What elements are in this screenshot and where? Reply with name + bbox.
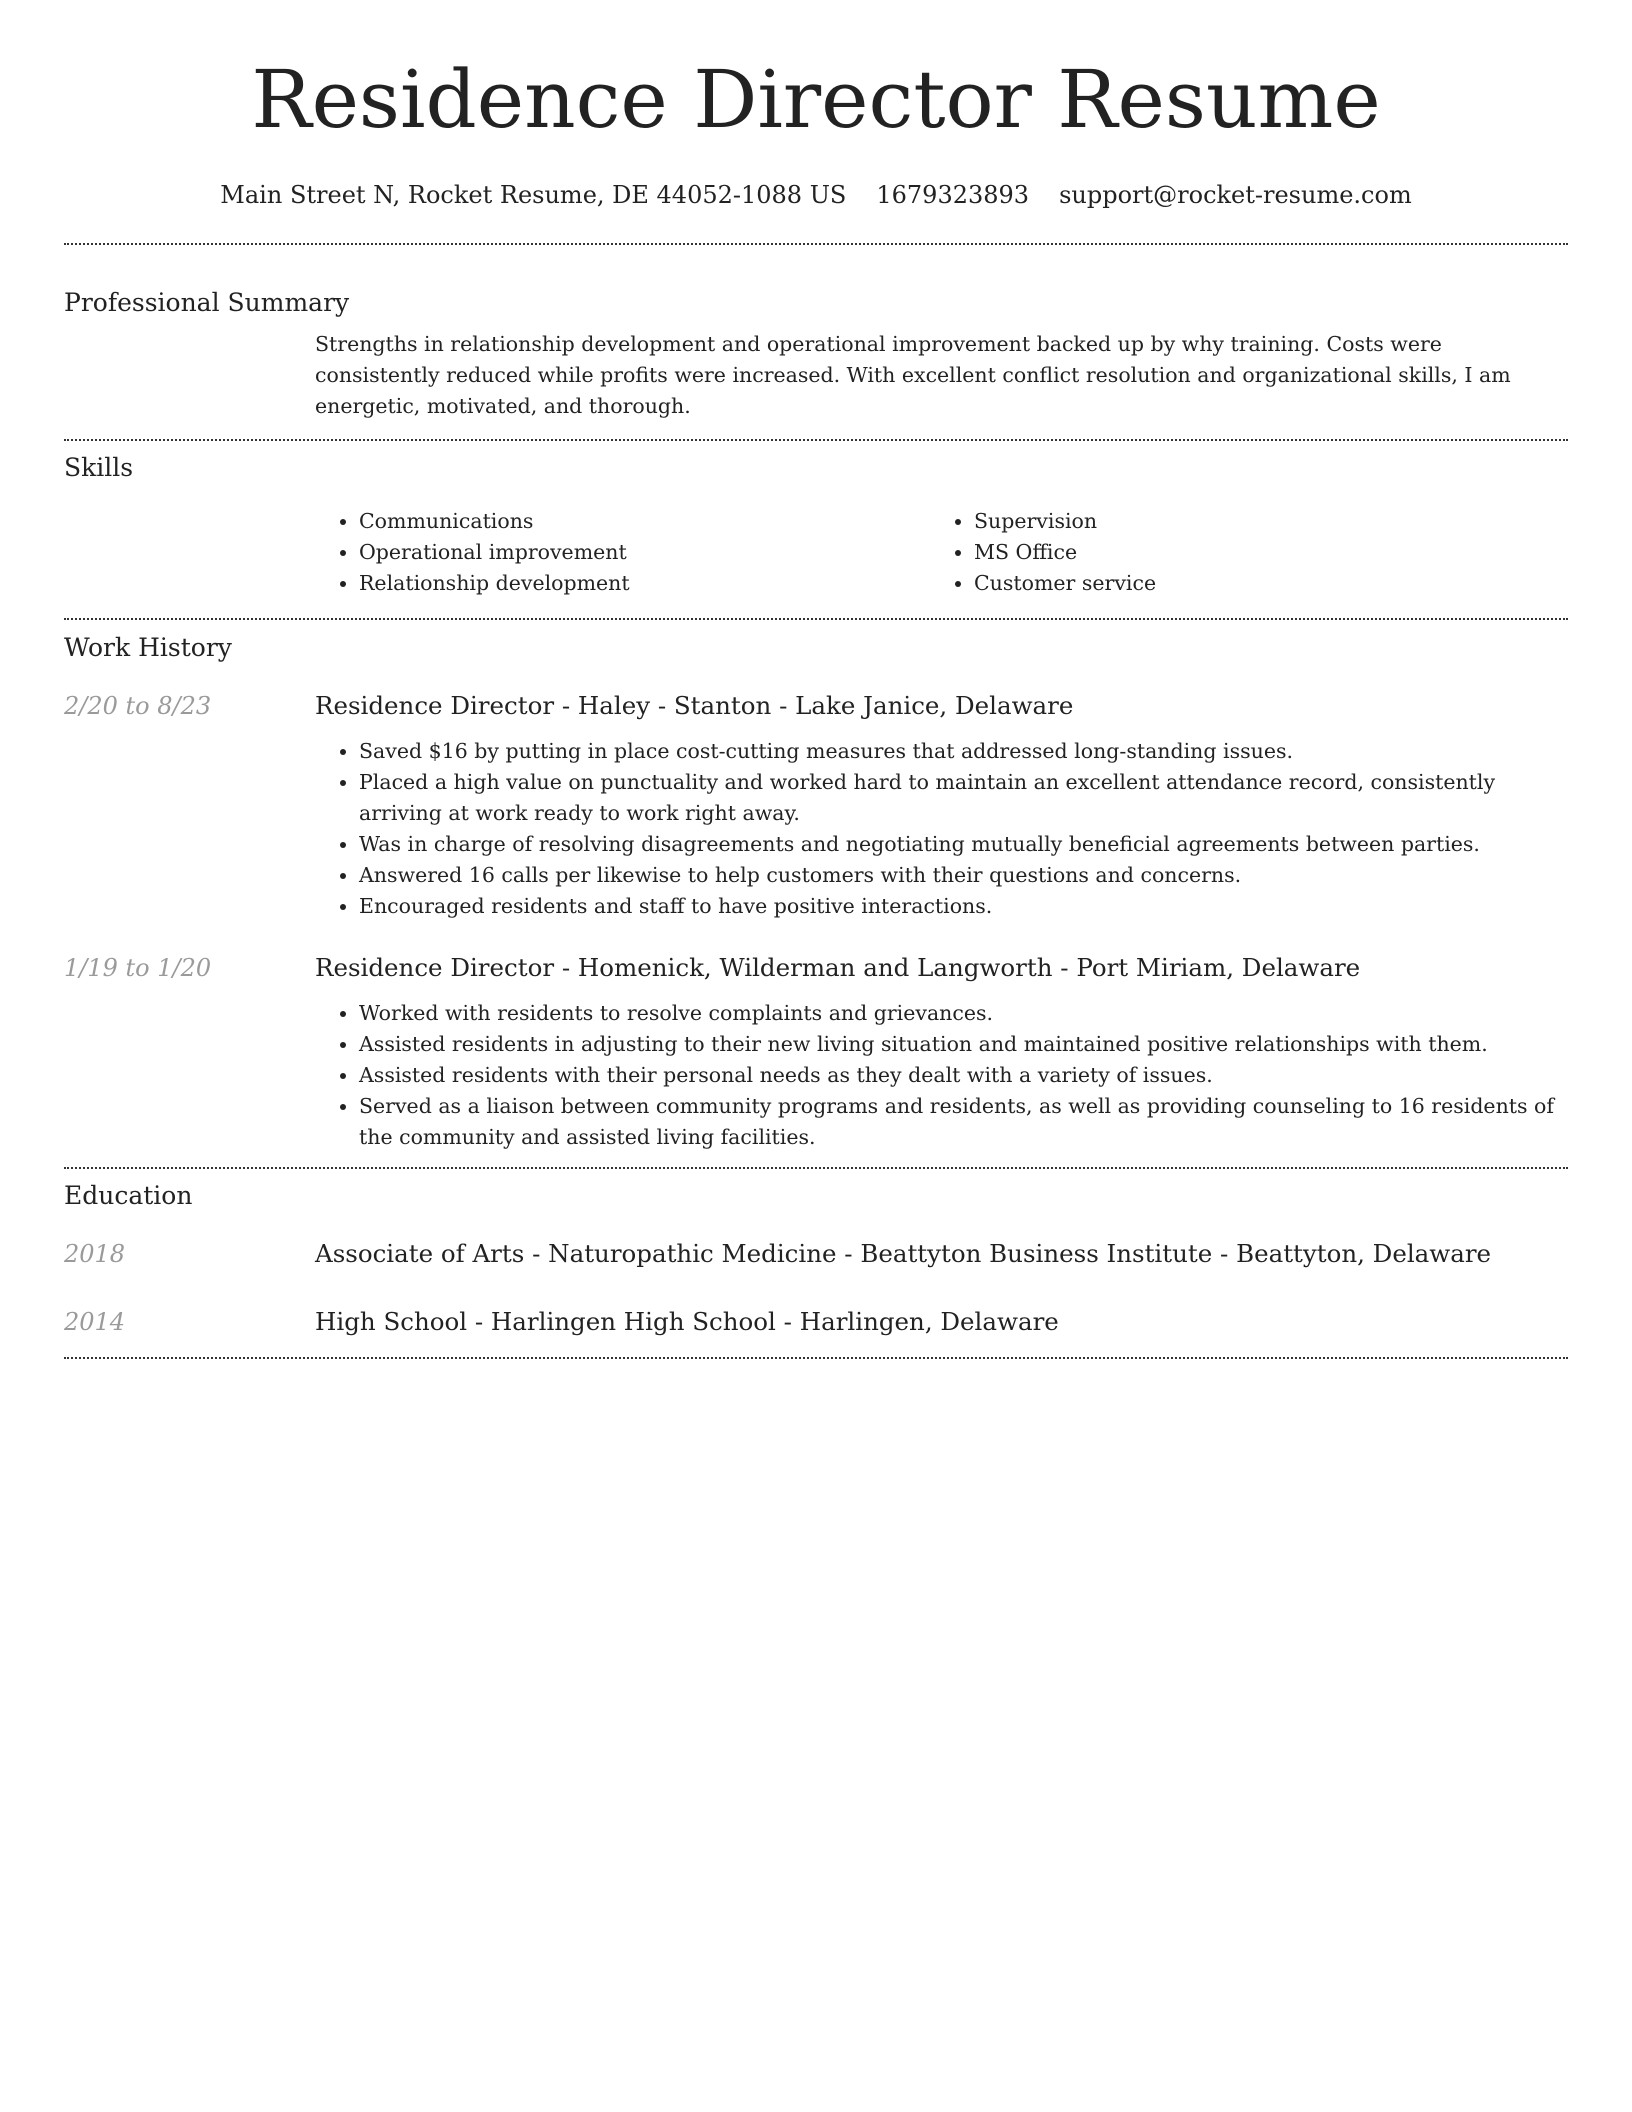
skills-column-left (315, 506, 930, 599)
contact-address: Main Street N, Rocket Resume, DE 44052-1088 US (220, 181, 847, 209)
job-details (315, 736, 1568, 922)
skills-list-left (315, 506, 930, 599)
divider (64, 618, 1568, 620)
job-entry (64, 690, 1568, 922)
summary-section (64, 287, 1568, 422)
job-bullet: • Saved $16 by putting in place cost-cutting measures that addressed long-standing issues. (359, 736, 1568, 767)
job-dates: 2/20 to 8/23 (64, 692, 212, 720)
skill-item: • Communications (359, 506, 930, 537)
contact-line (64, 180, 1568, 210)
work-heading: Work History (64, 633, 232, 662)
skill-item: • Relationship development (359, 568, 930, 599)
skill-item: • Supervision (974, 506, 1545, 537)
education-entry (64, 1238, 1568, 1270)
job-details (315, 998, 1568, 1153)
skills-grid (315, 506, 1568, 599)
education-heading: Education (64, 1181, 193, 1210)
summary-text: Strengths in relationship development and operational improvement backed up by why training. Costs were consistently reduced while profits were increased. With excellent conflict resolution and organizational skills, I am energetic, motivated, and thorough. (315, 332, 1511, 418)
contact-phone: 1679323893 (876, 181, 1030, 209)
education-section (64, 1180, 1568, 1338)
education-year: 2014 (64, 1308, 126, 1336)
resume-title: Residence Director Resume (251, 53, 1381, 146)
education-year: 2018 (64, 1240, 126, 1268)
job-bullet: • Assisted residents with their personal needs as they dealt with a variety of issues. (359, 1060, 1568, 1091)
job-entry (64, 952, 1568, 1153)
job-bullet: • Encouraged residents and staff to have positive interactions. (359, 891, 1568, 922)
skill-item: • Operational improvement (359, 537, 930, 568)
divider (64, 1357, 1568, 1359)
education-title: High School - Harlingen High School - Harlingen, Delaware (315, 1307, 1059, 1336)
job-bullets (315, 998, 1568, 1153)
education-entry (64, 1306, 1568, 1338)
skills-column-right (930, 506, 1545, 599)
summary-content (315, 329, 1568, 422)
job-bullet: • Answered 16 calls per likewise to help customers with their questions and concerns. (359, 860, 1568, 891)
job-bullet: • Was in charge of resolving disagreements and negotiating mutually beneficial agreements between parties. (359, 829, 1568, 860)
divider (64, 243, 1568, 245)
job-bullet: • Placed a high value on punctuality and worked hard to maintain an excellent attendance record, consistently arriving at work ready to work right away. (359, 767, 1568, 829)
skills-list-right (930, 506, 1545, 599)
divider (64, 439, 1568, 441)
job-bullet: • Assisted residents in adjusting to their new living situation and maintained positive relationships with them. (359, 1029, 1568, 1060)
job-header (64, 690, 1568, 722)
skill-item: • MS Office (974, 537, 1545, 568)
resume-page (64, 0, 1568, 1359)
job-bullets (315, 736, 1568, 922)
contact-email: support@rocket-resume.com (1059, 181, 1412, 209)
education-title: Associate of Arts - Naturopathic Medicine - Beattyton Business Institute - Beattyton, Delaware (315, 1239, 1492, 1268)
skill-item: • Customer service (974, 568, 1545, 599)
job-bullet: • Served as a liaison between community programs and residents, as well as providing counseling to 16 residents of the community and assisted living facilities. (359, 1091, 1568, 1153)
skills-heading: Skills (64, 453, 134, 482)
work-section (64, 632, 1568, 1153)
job-dates: 1/19 to 1/20 (64, 954, 212, 982)
summary-heading: Professional Summary (64, 288, 350, 317)
job-header (64, 952, 1568, 984)
skills-section (64, 452, 1568, 599)
job-title: Residence Director - Haley - Stanton - Lake Janice, Delaware (315, 691, 1074, 720)
job-title: Residence Director - Homenick, Wilderman and Langworth - Port Miriam, Delaware (315, 953, 1361, 982)
divider (64, 1167, 1568, 1169)
job-bullet: • Worked with residents to resolve complaints and grievances. (359, 998, 1568, 1029)
